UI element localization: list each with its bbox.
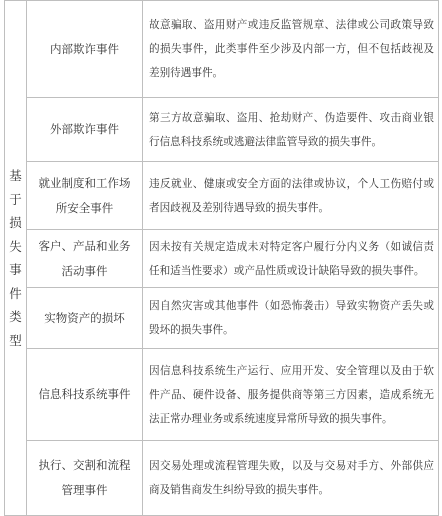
table-row <box>5 288 439 349</box>
event-type: 就业制度和工作场所安全事件 <box>38 175 131 215</box>
category-label: 基于损失事件类型 <box>9 168 22 348</box>
event-type: 内部欺诈事件 <box>50 41 119 56</box>
table-row <box>5 1 439 98</box>
description-cell <box>143 441 439 516</box>
event-description: 因信息科技系统生产运行、应用开发、安全管理以及由于软件产品、硬件设备、服务提供商等第三方因素，造成系统无法正常办理业务或系统速度异常所导致的损失事件。 <box>149 364 434 425</box>
description-cell <box>143 230 439 288</box>
type-cell <box>27 1 143 98</box>
type-cell <box>27 162 143 230</box>
table-row <box>5 441 439 516</box>
category-cell <box>5 1 27 516</box>
type-cell <box>27 98 143 162</box>
description-cell <box>143 288 439 349</box>
event-description: 因自然灾害或其他事件（如恐怖袭击）导致实物资产丢失或毁坏的损失事件。 <box>149 300 434 336</box>
event-description: 因交易处理或流程管理失败，以及与交易对手方、外部供应商及销售商发生纠纷导致的损失事件。 <box>149 460 434 496</box>
table <box>4 0 439 516</box>
event-description: 违反就业、健康或安全方面的法律或协议，个人工伤赔付或者因歧视及差别待遇导致的损失事件。 <box>149 177 434 214</box>
event-type: 客户、产品和业务活动事件 <box>38 238 131 278</box>
event-type: 执行、交割和流程管理事件 <box>38 458 131 497</box>
table-row <box>5 349 439 441</box>
description-cell <box>143 349 439 441</box>
event-type: 信息科技系统事件 <box>38 387 131 401</box>
type-cell <box>27 441 143 516</box>
description-cell <box>143 98 439 162</box>
event-description: 因未按有关规定造成未对特定客户履行分内义务（如诚信责任和适当性要求）或产品性质或设计缺陷导致的损失事件。 <box>149 240 434 277</box>
table-row <box>5 230 439 288</box>
type-cell <box>27 288 143 349</box>
event-type: 外部欺诈事件 <box>50 122 119 136</box>
event-description: 故意骗取、盗用财产或违反监管规章、法律或公司政策导致的损失事件，此类事件至少涉及内部一方，但不包括歧视及差别待遇事件。 <box>149 19 434 79</box>
table-row <box>5 162 439 230</box>
type-cell <box>27 349 143 441</box>
description-cell <box>143 1 439 98</box>
table-row <box>5 98 439 162</box>
type-cell <box>27 230 143 288</box>
event-type: 实物资产的损坏 <box>44 310 125 325</box>
event-description: 第三方故意骗取、盗用、抢劫财产、伪造要件、攻击商业银行信息科技系统或逃避法律监管导致的损失事件。 <box>149 111 434 148</box>
description-cell <box>143 162 439 230</box>
